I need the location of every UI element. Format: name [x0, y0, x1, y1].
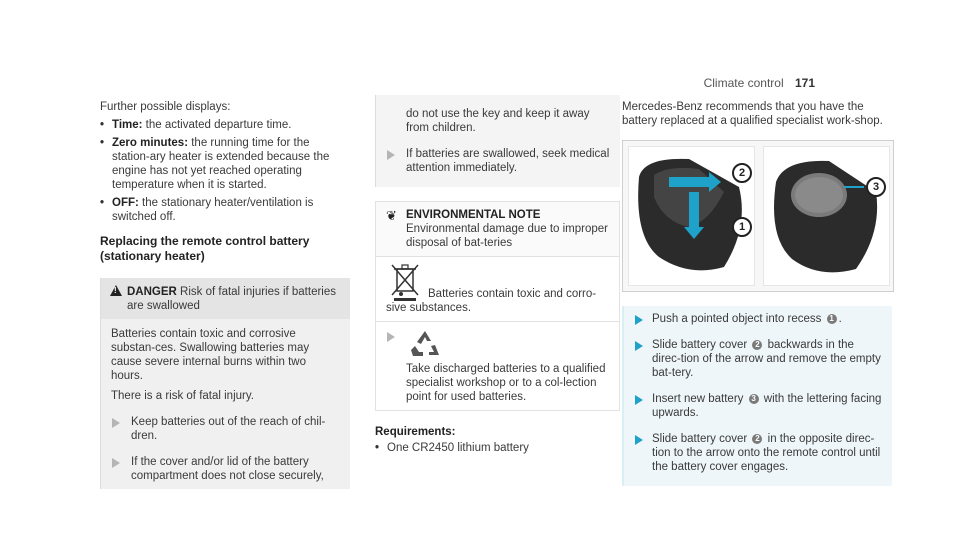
danger-continuation	[375, 95, 620, 187]
requirements-list	[375, 441, 620, 455]
step-item: Keep batteries out of the reach of chil-dren.	[101, 409, 350, 449]
crossed-bin-icon	[390, 263, 420, 301]
callout-3: 3	[866, 177, 886, 197]
battery-figure	[622, 140, 894, 292]
callout-2: 2	[732, 163, 752, 183]
page-number: 171	[794, 76, 815, 90]
callout-ref: 3	[749, 394, 759, 404]
list-item: • Time: the activated departure time.	[100, 118, 350, 132]
step-item: Push a pointed object into recess 1 .	[624, 306, 892, 332]
env-title: Environmental damage due to improper disposal of bat-teries	[406, 223, 609, 249]
callout-ref: 2	[752, 340, 762, 350]
instruction-steps	[622, 306, 892, 486]
step-item: Slide battery cover 2 backwards in the direc-tion of the arrow and remove the empty bat-tery.	[624, 332, 892, 386]
list-item: • Zero minutes: the running time for the station-ary heater is extended because the engine has not yet reached operating temperature when it is started.	[100, 136, 350, 192]
step-arrow-icon	[635, 341, 643, 351]
env-section	[376, 321, 619, 410]
env-section	[376, 256, 619, 321]
figure-panel-left	[628, 146, 755, 286]
danger-title: Risk of fatal injuries if batteries are swallowed	[127, 286, 336, 312]
list-item: • OFF: the stationary heater/ventilation is switched off.	[100, 196, 350, 224]
step-arrow-icon	[112, 418, 120, 428]
intro-text: Mercedes-Benz recommends that you have the battery replaced at a qualified specialist work-shop.	[622, 101, 883, 127]
danger-text: Batteries contain toxic and corrosive substan-ces. Swallowing batteries may cause severe internal burns within two hours.	[111, 328, 310, 382]
step-arrow-icon	[387, 332, 395, 342]
intro-text: Further possible displays:	[100, 101, 231, 113]
display-list	[100, 118, 350, 224]
page-header	[704, 76, 815, 90]
leaf-icon: ❦	[386, 208, 397, 223]
callout-1: 1	[732, 217, 752, 237]
recycle-icon	[408, 328, 442, 360]
warning-triangle-icon	[110, 285, 122, 296]
figure-panel-right	[763, 146, 890, 286]
danger-label: DANGER	[127, 286, 177, 298]
step-item: Slide battery cover 2 in the opposite direc-tion to the arrow onto the remote control until the battery cover engages.	[624, 426, 892, 480]
column-3	[622, 100, 892, 486]
section-title: Climate control	[703, 76, 784, 90]
step-arrow-icon	[387, 150, 395, 160]
list-item: • One CR2450 lithium battery	[375, 441, 620, 455]
step-arrow-icon	[635, 435, 643, 445]
column-2	[375, 95, 620, 461]
section-heading: Replacing the remote control battery (stationary heater)	[100, 234, 310, 263]
step-arrow-icon	[635, 315, 643, 325]
env-text: Batteries contain toxic and corro-sive substances.	[386, 288, 597, 314]
step-item: Insert new battery 3 with the lettering facing upwards.	[624, 386, 892, 426]
env-label: ENVIRONMENTAL NOTE	[406, 209, 541, 221]
danger-box	[100, 278, 350, 489]
callout-ref: 1	[827, 314, 837, 324]
step-arrow-icon	[635, 395, 643, 405]
column-1	[100, 100, 350, 489]
requirements-title: Requirements:	[375, 426, 456, 438]
step-arrow-icon	[112, 458, 120, 468]
env-header	[376, 202, 619, 256]
step-continuation: do not use the key and keep it away from children.	[406, 108, 590, 134]
env-text: Take discharged batteries to a qualified specialist workshop or to a col-lection point for used batteries.	[406, 363, 606, 403]
danger-body	[101, 319, 350, 409]
step-item: If the cover and/or lid of the battery compartment does not close securely,	[101, 449, 350, 489]
step-item: If batteries are swallowed, seek medical attention immediately.	[376, 141, 620, 187]
danger-text: There is a risk of fatal injury.	[111, 390, 254, 402]
remote-battery-illustration	[764, 147, 889, 285]
environmental-note	[375, 201, 620, 411]
requirements	[375, 425, 620, 455]
callout-ref: 2	[752, 434, 762, 444]
danger-header	[101, 278, 350, 319]
